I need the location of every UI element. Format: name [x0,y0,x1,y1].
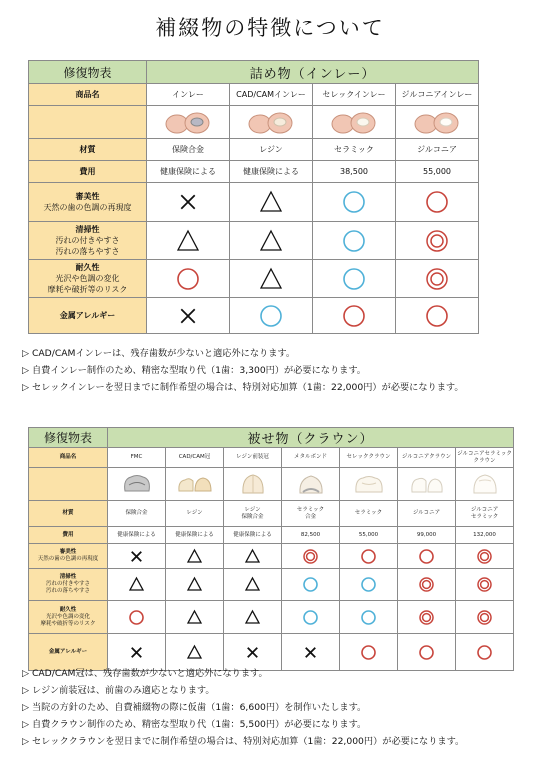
criterion-title: 審美性 [59,549,77,555]
triangle-mark [224,601,282,634]
inlay-header-left: 修復物表 [29,61,147,84]
inlay-criterion-durability [29,260,147,298]
cross-mark [147,298,230,334]
criterion-title: 耐久性 [75,263,100,272]
crown-criterion-cleaning [29,569,108,601]
triangle-mark [230,260,313,298]
triangle-mark [230,183,313,222]
crown-tooth-image-3 [282,468,340,501]
circle-mark [313,183,396,222]
inlay-tooth-image-0 [147,106,230,139]
crown-tooth-image-2 [224,468,282,501]
triangle-mark [147,222,230,260]
criterion-sub: 光沢や色調の変化 [45,613,90,620]
crown-material-4: セラミック [340,501,398,527]
crown-col-5: ジルコニアクラウン [398,448,456,468]
inlay-header-right: 詰め物（インレー） [147,61,479,84]
crown-cost-3: 82,500 [282,527,340,544]
triangle-mark [108,569,166,601]
double-mark [398,569,456,601]
crown-col-3: メタルボンド [282,448,340,468]
crown-cost-2: 健康保険による [224,527,282,544]
inlay-tooth-image-2 [313,106,396,139]
crown-image-label [29,468,108,501]
circle-mark [108,601,166,634]
inlay-col-3: ジルコニアインレー [396,84,479,106]
crown-cost-6: 132,000 [456,527,514,544]
circle-mark [340,544,398,569]
criterion-sub: 天然の歯の色調の再現度 [43,203,132,212]
note-line: ▷ 自費クラウン制作のため、精密な型取り代（1歯：5,500円）が必要になります。 [22,719,367,730]
inlay-cost-2: 38,500 [313,161,396,183]
criterion-title: 清掃性 [75,225,100,234]
inlay-material-3: ジルコニア [396,139,479,161]
note-line: ▷ レジン前装冠は、前歯のみ適応となります。 [22,685,215,696]
inlay-label-material: 材質 [29,139,147,161]
criterion-title: 耐久性 [59,606,77,613]
crown-label-cost: 費用 [29,527,108,544]
note-line: ▷ 当院の方針のため、自費補綴物の際に仮歯（1歯：6,600円）を制作いたします。 [22,702,367,713]
crown-table [28,427,514,671]
criterion-title: 清掃性 [59,574,77,580]
crown-label-material: 材質 [29,501,108,527]
inlay-material-1: レジン [230,139,313,161]
inlay-cost-3: 55,000 [396,161,479,183]
circle-mark [340,569,398,601]
criterion-title: 金属アレルギー [48,648,88,655]
inlay-label-cost: 費用 [29,161,147,183]
crown-col-1: CAD/CAM冠 [166,448,224,468]
crown-label-name: 商品名 [29,448,108,468]
crown-cost-0: 健康保険による [108,527,166,544]
circle-mark [313,298,396,334]
cross-mark [108,544,166,569]
circle-mark [398,544,456,569]
criterion-sub: 汚れの落ちやすさ [45,588,90,594]
inlay-notes [22,345,464,396]
cross-mark [147,183,230,222]
crown-material-6: ジルコニア セラミック [456,501,514,527]
inlay-tooth-image-1 [230,106,313,139]
circle-mark [313,222,396,260]
crown-material-0: 保険合金 [108,501,166,527]
double-mark [398,601,456,634]
circle-mark [230,298,313,334]
crown-material-2: レジン 保険合金 [224,501,282,527]
inlay-col-2: セレックインレー [313,84,396,106]
circle-mark [396,183,479,222]
crown-tooth-image-5 [398,468,456,501]
crown-col-2: レジン前装冠 [224,448,282,468]
crown-material-5: ジルコニア [398,501,456,527]
double-mark [282,544,340,569]
crown-cost-5: 99,000 [398,527,456,544]
circle-mark [282,569,340,601]
triangle-mark [224,544,282,569]
circle-mark [396,298,479,334]
crown-tooth-image-6 [456,468,514,501]
inlay-cost-0: 健康保険による [147,161,230,183]
crown-header-right: 被せ物（クラウン） [108,428,514,448]
note-line: ▷ CAD/CAM冠は、残存歯数が少ないと適応外になります。 [22,668,268,679]
inlay-material-0: 保険合金 [147,139,230,161]
inlay-label-name: 商品名 [29,84,147,106]
inlay-criterion-cleaning [29,222,147,260]
note-line: ▷ セレックインレーを翌日までに制作希望の場合は、特別対応加算（1歯：22,000円）が必要になります。 [22,382,464,393]
criterion-title: 審美性 [75,192,100,201]
triangle-mark [224,569,282,601]
inlay-material-2: セラミック [313,139,396,161]
inlay-col-1: CAD/CAMインレー [230,84,313,106]
inlay-criterion-aesthetics [29,183,147,222]
crown-criterion-durability [29,601,108,634]
page-title: 補綴物の特徴について [155,16,385,40]
criterion-sub: 天然の歯の色調の再現度 [37,556,99,562]
note-line: ▷ 自費インレー制作のため、精密な型取り代（1歯：3,300円）が必要になります。 [22,365,366,376]
criterion-sub: 汚れの付きやすさ [45,581,90,587]
crown-cost-4: 55,000 [340,527,398,544]
criterion-sub: 光沢や色調の変化 [55,274,120,283]
circle-mark [340,601,398,634]
criterion-sub: 汚れの落ちやすさ [55,247,120,256]
inlay-table [28,60,479,334]
inlay-col-0: インレー [147,84,230,106]
double-mark [456,544,514,569]
double-mark [396,222,479,260]
crown-cost-1: 健康保険による [166,527,224,544]
crown-material-3: セラミック 合金 [282,501,340,527]
circle-mark [147,260,230,298]
note-line: ▷ CAD/CAMインレーは、残存歯数が少ないと適応外になります。 [22,348,296,359]
crown-tooth-image-0 [108,468,166,501]
inlay-cost-1: 健康保険による [230,161,313,183]
circle-mark [282,601,340,634]
circle-mark [313,260,396,298]
criterion-title: 金属アレルギー [59,311,116,320]
criterion-sub: 摩耗や破折等のリスク [47,285,128,294]
crown-col-6: ジルコニアセラミック クラウン [456,448,514,468]
criterion-sub: 汚れの付きやすさ [55,236,120,245]
crown-criterion-aesthetics [29,544,108,569]
crown-header-left: 修復物表 [29,428,108,448]
criterion-sub: 摩耗や破折等のリスク [40,620,96,627]
crown-material-1: レジン [166,501,224,527]
crown-col-0: FMC [108,448,166,468]
triangle-mark [230,222,313,260]
inlay-tooth-image-3 [396,106,479,139]
triangle-mark [166,569,224,601]
crown-tooth-image-4 [340,468,398,501]
crown-col-4: セレッククラウン [340,448,398,468]
note-line: ▷ セレッククラウンを翌日までに制作希望の場合は、特別対応加算（1歯：22,000円）が必要になります。 [22,736,465,747]
triangle-mark [166,601,224,634]
crown-tooth-image-1 [166,468,224,501]
triangle-mark [166,544,224,569]
inlay-criterion-allergy [29,298,147,334]
double-mark [396,260,479,298]
inlay-image-label [29,106,147,139]
double-mark [456,601,514,634]
double-mark [456,569,514,601]
crown-notes [22,665,464,750]
